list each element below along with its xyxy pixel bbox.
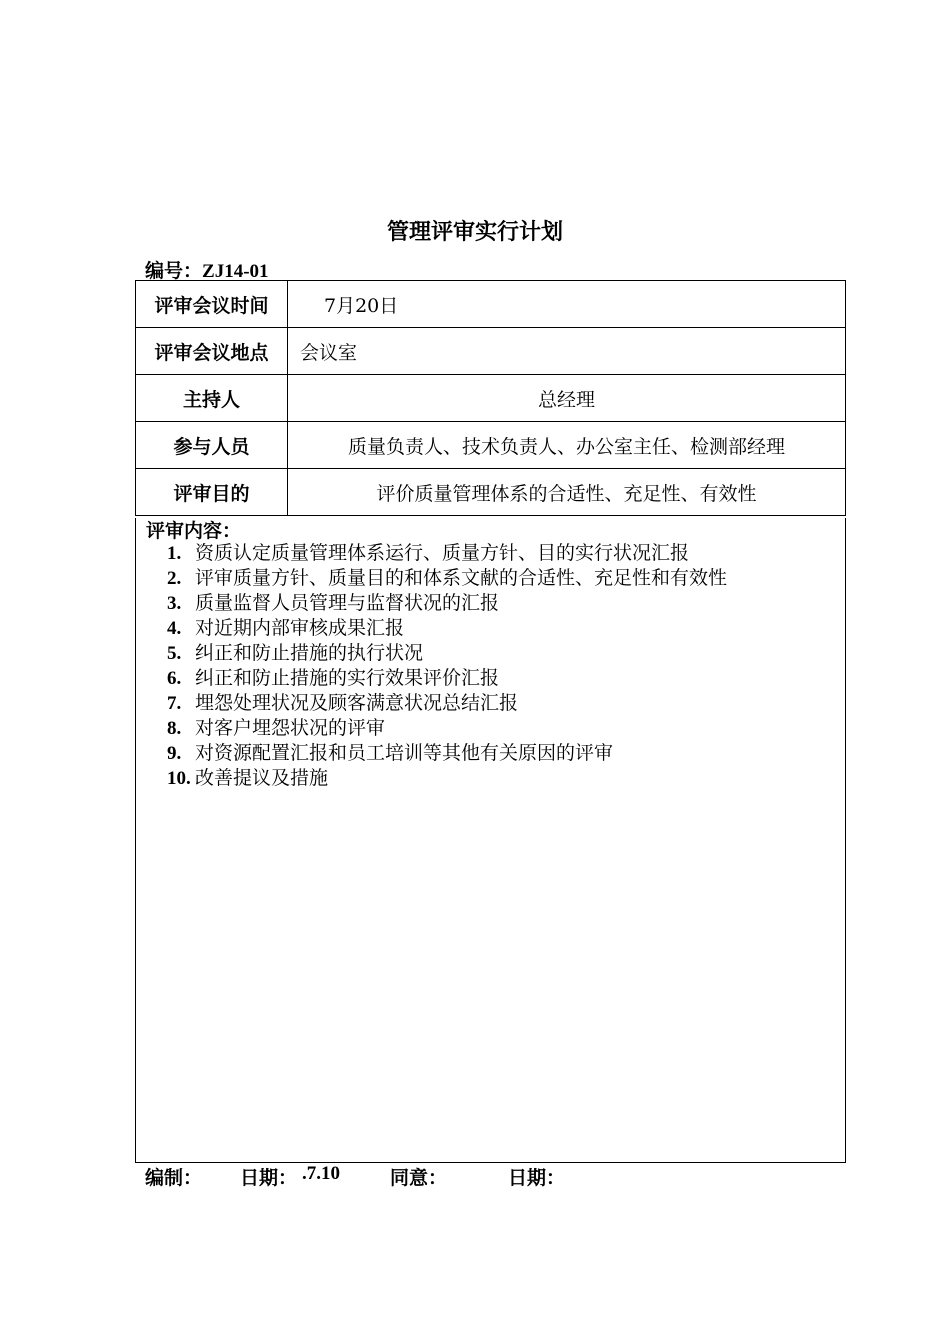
- list-item-text: 质量监督人员管理与监督状况的汇报: [195, 592, 500, 614]
- list-item-text: 纠正和防止措施的执行状况: [195, 642, 424, 664]
- list-item: [167, 766, 328, 791]
- list-item: [167, 641, 423, 666]
- list-item: [167, 566, 727, 591]
- review-content-label: 评审内容：: [146, 520, 242, 542]
- host-label: 主持人: [136, 375, 288, 422]
- list-item-number: 3.: [167, 593, 182, 614]
- list-item-number: 5.: [167, 643, 182, 664]
- table-row: [136, 469, 846, 516]
- list-item-number: 2.: [167, 568, 182, 589]
- prepared-by-label: 编制：: [145, 1167, 203, 1189]
- list-item: [167, 716, 385, 741]
- list-item-text: 对资源配置汇报和员工培训等其他有关原因的评审: [195, 742, 614, 764]
- review-content-box: [135, 518, 846, 1163]
- list-item: [167, 666, 499, 691]
- list-item-number: 8.: [167, 718, 182, 739]
- participants-value: 质量负责人、技术负责人、办公室主任、检测部经理: [288, 422, 846, 469]
- review-purpose-value: 评价质量管理体系的合适性、充足性、有效性: [288, 469, 846, 516]
- list-item-number: 1.: [167, 543, 182, 564]
- list-item-text: 埋怨处理状况及顾客满意状况总结汇报: [195, 692, 519, 714]
- table-row: [136, 422, 846, 469]
- approval-date-label: 日期：: [508, 1167, 566, 1189]
- review-purpose-label: 评审目的: [136, 469, 288, 516]
- table-row: [136, 328, 846, 375]
- list-item-number: 9.: [167, 743, 182, 764]
- meeting-time-label: 评审会议时间: [136, 281, 288, 328]
- list-item: [167, 616, 404, 641]
- meeting-location-label: 评审会议地点: [136, 328, 288, 375]
- meeting-location-value: 会议室: [288, 328, 846, 375]
- document-number-label: 编号：: [145, 260, 203, 282]
- list-item-number: 4.: [167, 618, 182, 639]
- meeting-time-value: 7月20日: [288, 281, 846, 328]
- plan-info-table: [135, 280, 846, 516]
- list-item: [167, 591, 499, 616]
- list-item: [167, 741, 613, 766]
- document-title: 管理评审实行计划: [386, 220, 563, 245]
- list-item: [167, 541, 689, 566]
- list-item: [167, 691, 518, 716]
- document-number: [145, 256, 269, 283]
- table-row: [136, 281, 846, 328]
- list-item-text: 改善提议及措施: [195, 767, 329, 789]
- table-row: [136, 375, 846, 422]
- list-item-number: 10.: [167, 768, 191, 789]
- list-item-text: 资质认定质量管理体系运行、质量方针、目的实行状况汇报: [195, 542, 690, 564]
- host-value: 总经理: [288, 375, 846, 422]
- list-item-text: 纠正和防止措施的实行效果评价汇报: [195, 667, 500, 689]
- list-item-number: 7.: [167, 693, 182, 714]
- list-item-text: 对客户埋怨状况的评审: [195, 717, 386, 739]
- list-item-text: 评审质量方针、质量目的和体系文献的合适性、充足性和有效性: [195, 567, 728, 589]
- date-label: 日期：: [240, 1167, 298, 1189]
- date-value: .7.10: [302, 1163, 340, 1184]
- participants-label: 参与人员: [136, 422, 288, 469]
- approved-by-label: 同意：: [390, 1167, 448, 1189]
- list-item-number: 6.: [167, 668, 182, 689]
- list-item-text: 对近期内部审核成果汇报: [195, 617, 405, 639]
- document-number-value: ZJ14-01: [202, 261, 269, 282]
